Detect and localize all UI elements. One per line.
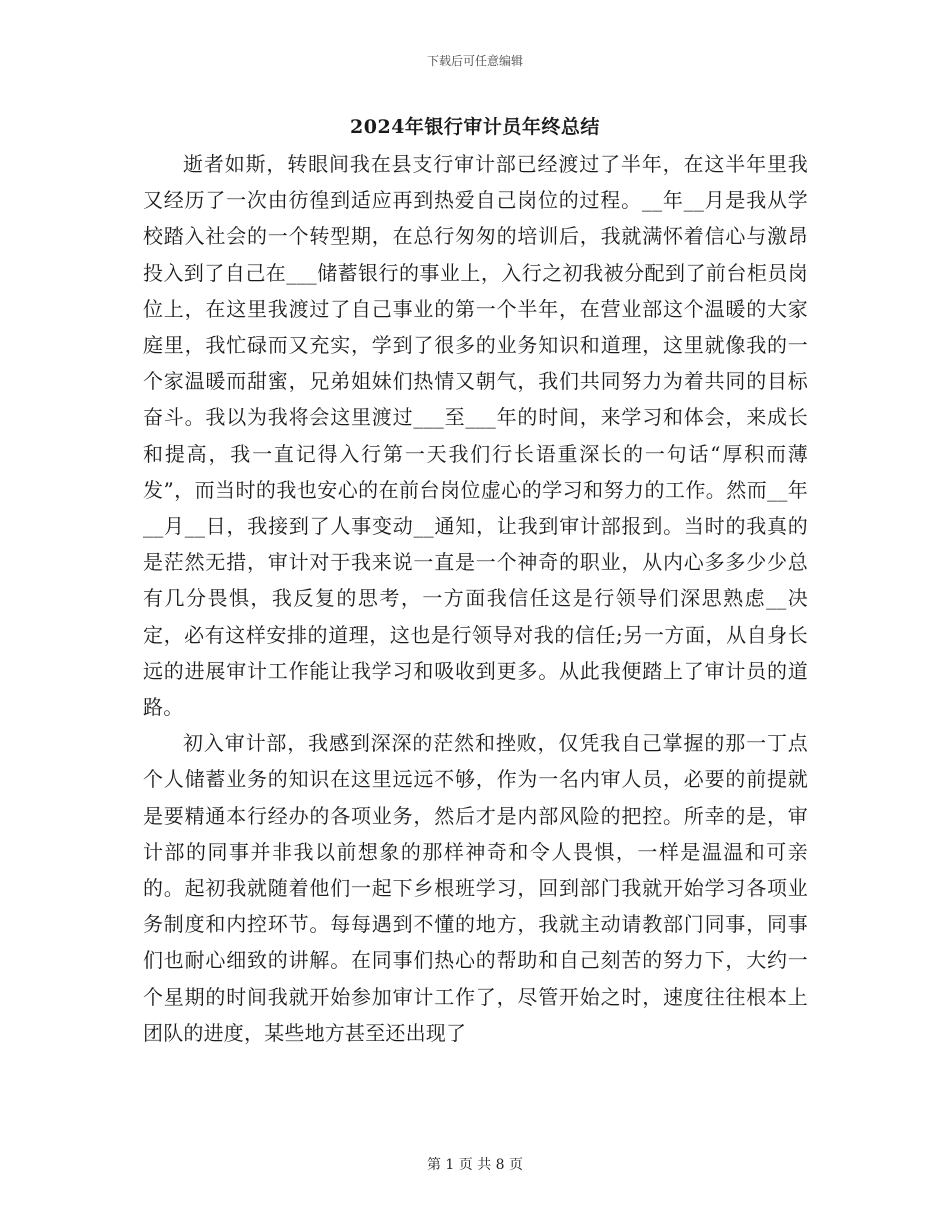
document-title: 2024年银行审计员年终总结 bbox=[350, 116, 600, 138]
paragraph-2: 初入审计部，我感到深深的茫然和挫败，仅凭我自己掌握的那一丁点个人储蓄业务的知识在这里远远不够，作为一名内审人员，必要的前提就是要精通本行经办的各项业务，然后才是内部风险的把控。所幸的是，审计部的同事并非我以前想象的那样神奇和令人畏惧，一样是温温和可亲的。起初我就随着他们一起下乡根班学习，回到部门我就开始学习各项业务制度和内控环节。每每遇到不懂的地方，我就主动请教部门同事，同事们也耐心细致的讲解。在同事们热心的帮助和自己刻苦的努力下，大约一个星期的时间我就开始参加审计工作了，尽管开始之时，速度往往根本上团队的进度，某些地方甚至还出现了 bbox=[143, 731, 808, 1045]
page-number: 第 1 页 共 8 页 bbox=[426, 1157, 524, 1173]
page-header-note: 下载后可任意编辑 bbox=[426, 54, 523, 68]
paragraph-1: 逝者如斯，转眼间我在县支行审计部已经渡过了半年，在这半年里我又经历了一次由彷徨到适应再到热爱自己岗位的过程。__年__月是我从学校踏入社会的一个转型期，在总行匆匆的培训后，我就满怀着信心与激昂投入到了自己在___储蓄银行的事业上，入行之初我被分配到了前台柜员岗位上，在这里我渡过了自己事业的第一个半年，在营业部这个温暖的大家庭里，我忙碌而又充实，学到了很多的业务知识和道理，这里就像我的一个家温暖而甜蜜，兄弟姐妹们热情又朝气，我们共同努力为着共同的目标奋斗。我以为我将会这里渡过___至___年的时间，来学习和体会，来成长和提高，我一直记得入行第一天我们行长语重深长的一句话“厚积而薄发”，而当时的我也安心的在前台岗位虚心的学习和努力的工作。然而__年__月__日，我接到了人事变动__通知，让我到审计部报到。当时的我真的是茫然无措，审计对于我来说一直是一个神奇的职业，从内心多多少少总有几分畏惧，我反复的思考，一方面我信任这是行领导们深思熟虑__决定，必有这样安排的道理，这也是行领导对我的信任;另一方面，从自身长远的进展审计工作能让我学习和吸收到更多。从此我便踏上了审计员的道路。 bbox=[143, 152, 808, 720]
document-body bbox=[143, 146, 808, 1051]
